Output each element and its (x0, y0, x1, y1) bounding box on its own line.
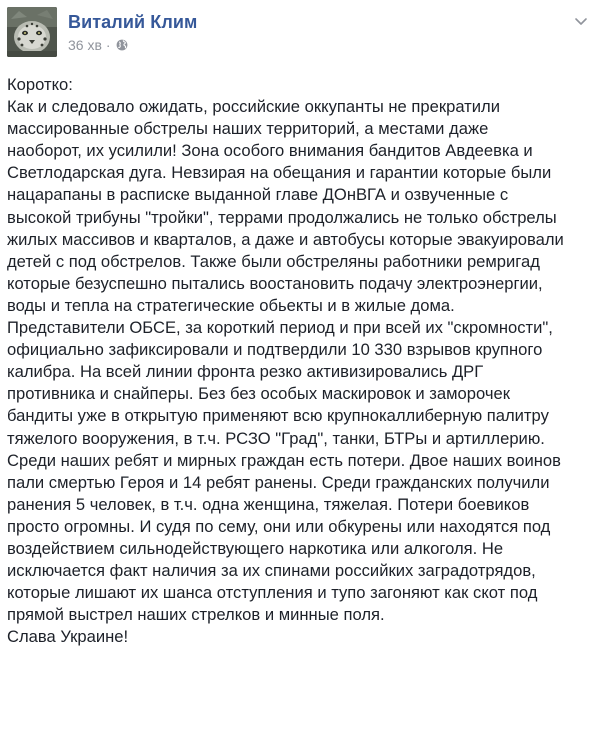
post-text-line: наоборот, их усилили! Зона особого внимания бандитов Авдеевка и (7, 141, 533, 161)
post-text-line: исключается факт наличия за их спинами российких заградотрядов, (7, 561, 536, 581)
post-meta (68, 37, 128, 53)
post-text-line: Коротко: (7, 75, 73, 94)
snow-leopard-avatar-image (7, 7, 57, 57)
post-text-line: Среди наших ребят и мирных граждан есть потери. Двое наших воинов (7, 450, 561, 470)
post-text-line: противника и снайперы. Без без особых маскировок и заморочек (7, 384, 510, 404)
post-text-line: Представители ОБСЕ, за короткий период и при всей их "скромности", (7, 318, 553, 338)
post-text-line: нацарапаны в расписке выданной главе ДОнВГА и озвученные с (7, 185, 509, 205)
post-text-line: воздействием сильнодействующего наркотика или алкоголя. Не (7, 538, 504, 558)
chevron-down-icon[interactable] (573, 13, 589, 29)
avatar[interactable] (7, 7, 57, 57)
post-text-line: калибра. На всей линии фронта резко активизировались ДРГ (7, 362, 484, 382)
post-text-line: жилых массивов и кварталов, а даже и автобусы которые эвакуировали (7, 229, 564, 249)
post-text-line: массированные обстрелы наших территорий, а местами даже (7, 119, 489, 139)
post-header (7, 7, 593, 62)
post-text-line: которые безуспешно пытались воостановить подачу электроэнергии, (7, 273, 543, 293)
post-text (7, 74, 591, 648)
post-text-line: Светлодарская дуга. Невзирая на обещания и гарантии которые были (7, 163, 552, 183)
post-text-line: Слава Украине! (7, 627, 129, 647)
globe-icon[interactable] (116, 39, 128, 51)
post-text-line: детей с под обстрелов. Также были обстреляны работники ремригад (7, 251, 540, 271)
post-text-line: пали смертью Героя и 14 ребят ранены. Среди гражданских получили (7, 472, 550, 492)
post-text-line: тяжелого вооружения, в т.ч. РСЗО "Град", танки, БТРы и артиллерию. (7, 428, 545, 448)
post-text-line: воды и тепла на стратегические обьекты и в жилые дома. (7, 295, 455, 315)
post-text-line: ранения 5 человек, в т.ч. одна женщина, тяжелая. Потери боевиков (7, 494, 530, 514)
meta-separator: · (105, 37, 111, 53)
post-timestamp[interactable]: 36 хв (68, 37, 102, 53)
post-text-line: официально зафиксировали и подтвердили 10 330 взрывов крупного (7, 340, 543, 360)
post-text-line: которые лишают их шанса отступления и тупо загоняют как скот под (7, 583, 538, 603)
post-text-line: прямой выстрел наших стрелков и минные поля. (7, 605, 385, 625)
post-text-line: Как и следовало ожидать, российские оккупанты не прекратили (7, 97, 501, 117)
author-name[interactable]: Виталий Клим (68, 12, 198, 32)
post-text-line: высокой трибуны "тройки", террами продолжались не только обстрелы (7, 207, 557, 227)
post-text-line: бандиты уже в открытую применяют всю крупнокаллиберную палитру (7, 406, 549, 426)
post-text-line: просто огромны. И судя по сему, они или обкурены или находятся под (7, 516, 551, 536)
